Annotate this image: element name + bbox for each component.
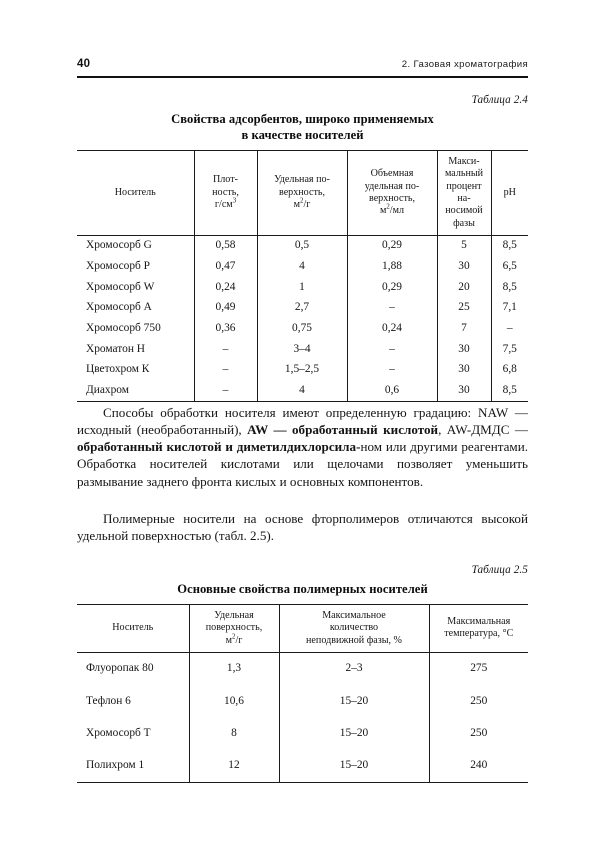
table-1-header-row: [77, 151, 528, 236]
hdr-line: неподвижной фазы, %: [306, 634, 402, 646]
running-head-rule: [77, 76, 528, 78]
cell-spec_surface: 3–4: [257, 339, 347, 360]
para-2-text: Полимерные носители на основе фторполимеров отличаются высокой удельной поверхностью (табл. 2.5).: [77, 511, 528, 544]
hdr-line: верхность,: [279, 186, 325, 198]
table-2-header-max-amount: [279, 605, 429, 653]
running-head: [77, 58, 528, 70]
table-1-header-density: [194, 151, 257, 236]
cell-density: –: [194, 360, 257, 381]
cell-carrier: Хромосорб Т: [77, 718, 189, 750]
table-1-caption-block: [77, 94, 528, 143]
chapter-title: 2. Газовая хроматография: [401, 59, 528, 70]
table-row: [77, 750, 528, 782]
cell-spec_surface: 0,75: [257, 319, 347, 340]
cell-max_temp: 275: [470, 662, 488, 675]
cell-vol_surface: 0,6: [347, 381, 437, 402]
cell-max_temp: 250: [470, 694, 488, 707]
hdr-line: количество: [329, 622, 379, 634]
hdr-line: поверхность,: [205, 622, 263, 634]
hdr-line: удельная по-: [364, 180, 420, 192]
cell-density: 0,36: [194, 319, 257, 340]
hdr-line: /г: [235, 634, 243, 646]
cell-spec_surface: 1,5–2,5: [257, 360, 347, 381]
hdr-line: Макси-: [448, 156, 480, 167]
cell-carrier: Хромосорб 750: [77, 319, 194, 340]
hdr-line: мальный: [444, 168, 484, 180]
table-1-body: [77, 235, 528, 401]
cell-max_phase: 30: [437, 257, 491, 278]
table-2-bottom-rule: [77, 782, 528, 783]
cell-carrier: Хромосорб W: [77, 277, 194, 298]
table-row: [77, 277, 528, 298]
table-2-title: Основные свойства полимерных носителей: [177, 582, 428, 596]
hdr-line: Удельная: [214, 610, 254, 621]
paragraph-carrier-treatment: [77, 404, 528, 490]
cell-max_amount: 2–3: [279, 652, 429, 685]
table-row: [77, 381, 528, 402]
cell-vol_surface: –: [347, 298, 437, 319]
cell-ph: –: [506, 322, 513, 335]
table-1-header-ph: pH: [491, 151, 528, 236]
cell-spec_surface: 2,7: [257, 298, 347, 319]
para-1-seg-1: Способы обработки носителя имеют определенную градацию: NAW — исходный (необработанный),: [77, 405, 528, 438]
table-2: [77, 604, 528, 782]
table-2-number: Таблица 2.5: [471, 564, 528, 576]
hdr-line: фазы: [453, 217, 475, 229]
table-row: [77, 235, 528, 256]
table-1-title: [77, 112, 528, 143]
cell-max_phase: 5: [437, 235, 491, 256]
cell-carrier: Хромосорб A: [77, 298, 194, 319]
cell-max_phase: 30: [437, 339, 491, 360]
cell-spec_surface: 1: [257, 277, 347, 298]
cell-spec_surface: 10,6: [189, 685, 279, 717]
cell-ph: 6,8: [502, 363, 517, 376]
hdr-line: температура, °C: [444, 628, 514, 640]
table-2-caption-block: [77, 564, 528, 598]
table-row: [77, 360, 528, 381]
cell-density: 0,58: [194, 235, 257, 256]
table-2-header-row: [77, 605, 528, 653]
table-2-body: [77, 652, 528, 782]
table-1-header-carrier: Носитель: [77, 151, 194, 236]
cell-vol_surface: –: [347, 339, 437, 360]
page-number: 40: [77, 58, 91, 70]
hdr-line: ность,: [212, 186, 239, 198]
cell-max_phase: 7: [437, 319, 491, 340]
cell-spec_surface: 0,5: [257, 235, 347, 256]
cell-ph: 7,5: [502, 342, 517, 355]
paragraph-polymer-carriers: [77, 510, 528, 544]
table-1-title-line-1: Свойства адсорбентов, широко применяемых: [171, 112, 434, 126]
table-row: [77, 339, 528, 360]
hdr-line: носимой: [445, 205, 483, 217]
cell-vol_surface: 1,88: [347, 257, 437, 278]
cell-max_amount: 15–20: [279, 718, 429, 750]
cell-vol_surface: 0,29: [347, 277, 437, 298]
cell-spec_surface: 1,3: [189, 652, 279, 685]
cell-ph: 8,5: [502, 280, 517, 293]
cell-carrier: Хроматон Н: [77, 339, 194, 360]
table-row: [77, 718, 528, 750]
cell-max_phase: 30: [437, 360, 491, 381]
cell-max_temp: 240: [470, 759, 488, 772]
table-1-number: Таблица 2.4: [471, 94, 528, 106]
hdr-sup: 3: [232, 197, 237, 205]
table-1-grid: [77, 150, 528, 401]
hdr-line: Максимальное: [322, 610, 386, 621]
cell-carrier: Хромосорб P: [77, 257, 194, 278]
cell-max_amount: 15–20: [279, 685, 429, 717]
table-1-header-spec-surface: [257, 151, 347, 236]
cell-spec_surface: 12: [189, 750, 279, 782]
cell-density: –: [194, 381, 257, 402]
hdr-line: м: [293, 199, 300, 211]
hdr-line: г/см: [214, 199, 233, 211]
cell-vol_surface: 0,29: [347, 235, 437, 256]
cell-ph: 8,5: [502, 384, 517, 397]
table-row: [77, 298, 528, 319]
cell-spec_surface: 8: [189, 718, 279, 750]
table-row: [77, 319, 528, 340]
table-1-title-line-2: в качестве носителей: [241, 127, 364, 142]
hdr-sup: 2: [386, 203, 390, 211]
cell-carrier: Диахром: [77, 381, 194, 402]
table-row: [77, 652, 528, 685]
table-2-header-spec-surface: [189, 605, 279, 653]
cell-max_amount: 15–20: [279, 750, 429, 782]
cell-spec_surface: 4: [257, 257, 347, 278]
cell-ph: 7,1: [502, 301, 517, 314]
table-row: [77, 685, 528, 717]
para-1-bold-2: обработанный кислотой и диметилдихлорсила-: [77, 439, 361, 455]
cell-density: 0,24: [194, 277, 257, 298]
cell-ph: 6,5: [502, 260, 517, 273]
cell-spec_surface: 4: [257, 381, 347, 402]
table-1-bottom-rule: [77, 401, 528, 402]
table-1-header-max-phase: [437, 151, 491, 236]
para-1-seg-3: ном или другими реагентами. Обработка носителей кислотами или щелочами позволяет уменьшить размывание заднего фронта кислых и основных компонентов.: [77, 439, 528, 489]
hdr-line: /г: [303, 199, 311, 211]
table-2-header-carrier: Носитель: [77, 605, 189, 653]
hdr-line: м: [225, 634, 232, 646]
table-row: [77, 257, 528, 278]
table-1: [77, 150, 528, 401]
para-1-bold-1: AW — обработанный кислотой: [247, 422, 439, 438]
hdr-sup: 2: [232, 633, 236, 641]
cell-vol_surface: 0,24: [347, 319, 437, 340]
cell-max_temp: 250: [470, 727, 488, 740]
hdr-line: Плот-: [212, 174, 238, 186]
hdr-line: /мл: [389, 205, 405, 217]
hdr-line: Удельная по-: [274, 174, 330, 186]
cell-carrier: Флуоропак 80: [77, 652, 189, 685]
hdr-line: Объемная: [370, 168, 414, 180]
cell-density: –: [194, 339, 257, 360]
hdr-line: м: [379, 205, 387, 217]
cell-carrier: Тефлон 6: [77, 685, 189, 717]
table-2-grid: [77, 604, 528, 782]
cell-carrier: Цветохром К: [77, 360, 194, 381]
cell-max_phase: 20: [437, 277, 491, 298]
hdr-line: Максимальная: [447, 616, 511, 628]
hdr-line: процент на-: [446, 180, 482, 204]
cell-max_phase: 30: [437, 381, 491, 402]
hdr-sup: 2: [300, 197, 304, 205]
cell-vol_surface: –: [347, 360, 437, 381]
cell-density: 0,49: [194, 298, 257, 319]
table-1-header-vol-surface: [347, 151, 437, 236]
cell-carrier: Хромосорб G: [77, 235, 194, 256]
cell-max_phase: 25: [437, 298, 491, 319]
hdr-line: верхность,: [369, 192, 415, 204]
table-2-header-max-temp: [429, 605, 528, 653]
para-1-seg-2: , AW-ДМДС —: [438, 422, 528, 438]
cell-density: 0,47: [194, 257, 257, 278]
cell-ph: 8,5: [502, 239, 517, 252]
cell-carrier: Полихром 1: [77, 750, 189, 782]
